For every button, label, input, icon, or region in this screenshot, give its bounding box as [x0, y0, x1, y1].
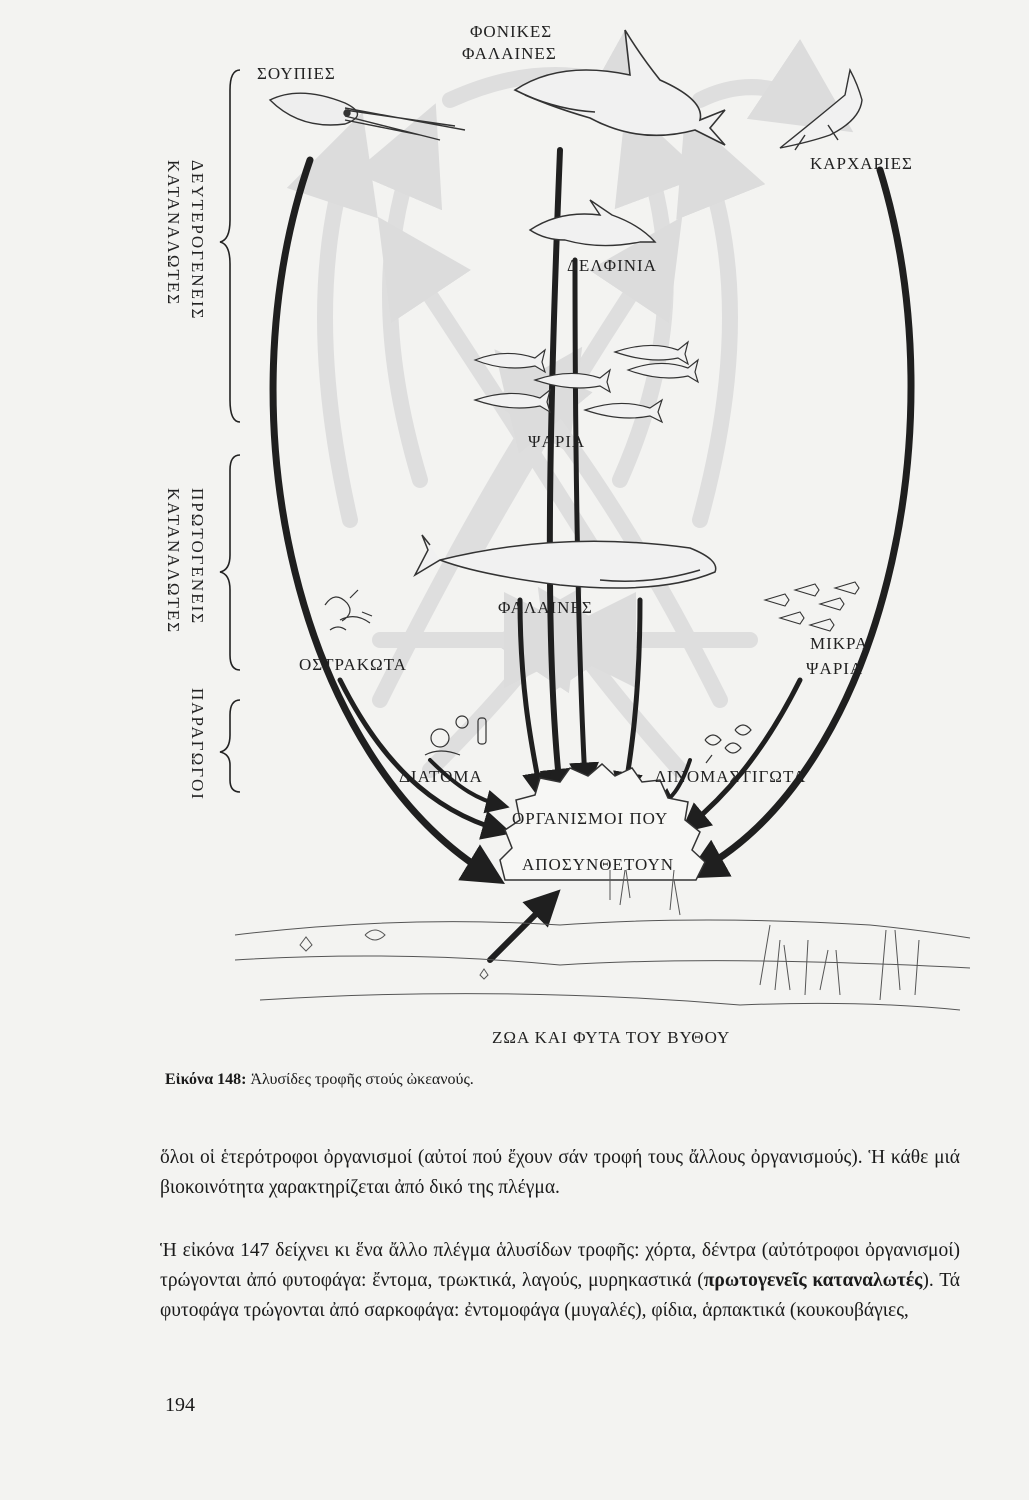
label-squid: ΣΟΥΠΙΕΣ — [257, 64, 336, 83]
figure-caption-text: Ἁλυσίδες τροφῆς στούς ὠκεανούς. — [250, 1071, 474, 1088]
level-brackets — [210, 60, 250, 800]
label-killer-whales-line1: ΦΟΝΙΚΕΣ — [470, 22, 553, 41]
label-dolphins: ΔΕΛΦΙΝΙΑ — [567, 256, 657, 275]
label-dinoflagellates: ΔΙΝΟΜΑΣΤΙΓΩΤΑ — [655, 767, 807, 786]
label-killer-whales-line2: ΦΑΛΑΙΝΕΣ — [462, 44, 557, 63]
body-paragraph-1-text: ὅλοι οἱ ἑτερότροφοι ὀργανισμοί (αὐτοί πού ἔχουν σάν τροφή τους ἄλλους ὀργανισμούς). Ἡ κάθε μιά βιοκοινότητα χαρακτηρίζεται ἀπό δικό της πλέγμα. — [160, 1147, 960, 1198]
crustaceans-illustration — [325, 590, 372, 630]
level-secondary-line2: ΚΑΤΑΝΑΛΩΤΕΣ — [164, 160, 183, 307]
label-seabed: ΖΩΑ ΚΑΙ ΦΥΤΑ ΤΟΥ ΒΥΘΟΥ — [492, 1028, 731, 1047]
level-primary-line1: ΠΡΩΤΟΓΕΝΕΙΣ — [188, 488, 207, 626]
body-paragraph-2-part-a: Ἡ εἰκόνα 147 δείχνει κι ἕνα ἄλλο πλέγμα ἁλυσίδων τροφῆς: χόρτα, δέντρα (αὐτότροφοι ὀργανισμοί) τρώγονται ἀπό φυτοφάγα: ἔντομα, τρωκτικά, λαγούς, μυρηκαστικά ( — [160, 1240, 960, 1291]
body-paragraph-2-part-b: ). Τά φυτοφάγα τρώγονται ἀπό σαρκοφάγα: ἐντομοφάγα (μυγαλές), φίδια, ἁρπακτικά (κουκουβάγιες, — [160, 1270, 960, 1321]
label-crustaceans: ΟΣΤΡΑΚΩΤΑ — [299, 655, 407, 674]
page-number: 194 — [165, 1394, 195, 1416]
level-producers: ΠΑΡΑΓΩΓΟΙ — [188, 688, 207, 801]
label-small-fish-line2: ΨΑΡΙΑ — [806, 659, 864, 678]
body-paragraph-1 — [160, 1143, 960, 1203]
body-paragraph-2 — [160, 1236, 960, 1326]
level-primary-line2: ΚΑΤΑΝΑΛΩΤΕΣ — [164, 488, 183, 635]
body-paragraph-2-bold: πρωτογενεῖς καταναλωτές — [703, 1270, 923, 1291]
label-fish: ΨΑΡΙΑ — [528, 432, 586, 451]
squid-illustration — [270, 93, 465, 140]
body-paragraph-2-text — [160, 1236, 960, 1326]
dolphin-illustration — [530, 200, 655, 246]
label-whales: ΦΑΛΑΙΝΕΣ — [498, 598, 593, 617]
label-decomposers-line1: ΟΡΓΑΝΙΣΜΟΙ ΠΟΥ — [512, 809, 669, 828]
level-secondary-line1: ΔΕΥΤΕΡΟΓΕΝΕΙΣ — [188, 160, 207, 321]
seabed-illustration — [235, 870, 970, 1010]
figure-caption-label: Εἰκόνα 148: — [165, 1071, 247, 1088]
small-fish-illustration — [765, 582, 859, 631]
label-sharks: ΚΑΡΧΑΡΙΕΣ — [810, 154, 913, 173]
label-small-fish-line1: ΜΙΚΡΑ — [810, 634, 869, 653]
figure-caption — [165, 1071, 474, 1089]
dinoflagellates-illustration — [705, 725, 751, 763]
label-diatoms: ΔΙΑΤΟΜΑ — [399, 767, 483, 786]
label-decomposers-line2: ΑΠΟΣΥΝΘΕΤΟΥΝ — [522, 855, 675, 874]
